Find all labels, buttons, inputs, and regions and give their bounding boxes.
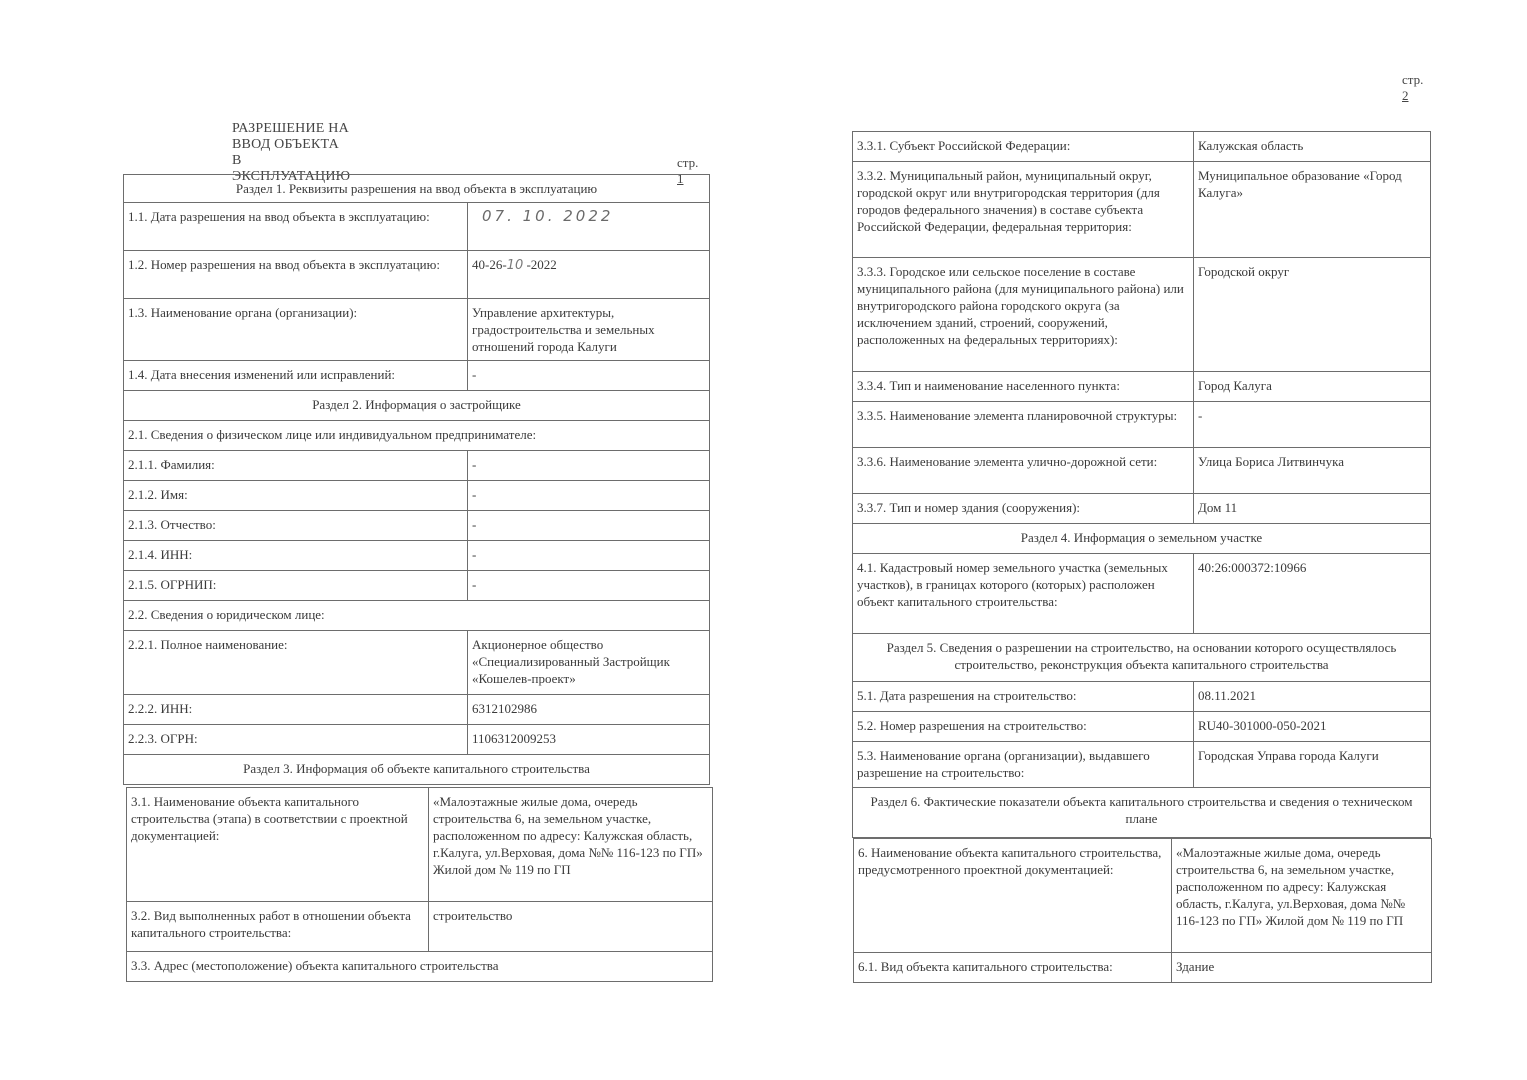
field-label: 3.2. Вид выполненных работ в отношении объекта капитального строительства: — [127, 902, 429, 952]
field-value: - — [468, 511, 710, 541]
field-label: 4.1. Кадастровый номер земельного участка (земельных участков), в границах которого (которых) расположен объект капитального строительства: — [853, 554, 1194, 634]
field-label: 2.1.4. ИНН: — [124, 541, 468, 571]
field-label: 3.3.7. Тип и номер здания (сооружения): — [853, 494, 1194, 524]
page-1-form-table — [123, 174, 710, 785]
field-label: 2.1.2. Имя: — [124, 481, 468, 511]
section-6-header: Раздел 6. Фактические показатели объекта капитального строительства и сведения о техническом плане — [853, 788, 1431, 838]
field-value: - — [468, 481, 710, 511]
field-label: 6.1. Вид объекта капитального строительства: — [854, 953, 1172, 983]
field-value-permit-number: 40-26-10 -2022 — [468, 251, 710, 299]
field-label: 3.3.1. Субъект Российской Федерации: — [853, 132, 1194, 162]
page-number-1: стр. 1 — [677, 155, 699, 186]
field-label: 3.3.4. Тип и наименование населенного пункта: — [853, 372, 1194, 402]
field-value: Управление архитектуры, градостроительства и земельных отношений города Калуги — [468, 299, 710, 361]
field-label: 3.3.5. Наименование элемента планировочной структуры: — [853, 402, 1194, 448]
subsection-address-header: 3.3. Адрес (местоположение) объекта капитального строительства — [127, 952, 713, 982]
section-3-header: Раздел 3. Информация об объекте капитального строительства — [124, 755, 710, 785]
field-label: 2.1.3. Отчество: — [124, 511, 468, 541]
field-value: 08.11.2021 — [1194, 682, 1431, 712]
page-number-2: стр. 2 — [1402, 72, 1424, 103]
subsection-individual-header: 2.1. Сведения о физическом лице или индивидуальном предпринимателе: — [124, 421, 710, 451]
section-4-header: Раздел 4. Информация о земельном участке — [853, 524, 1431, 554]
field-label: 2.2.2. ИНН: — [124, 695, 468, 725]
field-label: 1.1. Дата разрешения на ввод объекта в эксплуатацию: — [124, 203, 468, 251]
field-label: 6. Наименование объекта капитального строительства, предусмотренного проектной документацией: — [854, 839, 1172, 953]
field-value: Акционерное общество «Специализированный Застройщик «Кошелев-проект» — [468, 631, 710, 695]
field-label: 2.1.1. Фамилия: — [124, 451, 468, 481]
field-value: Здание — [1172, 953, 1432, 983]
field-value: Улица Бориса Литвинчука — [1194, 448, 1431, 494]
field-value: - — [468, 541, 710, 571]
field-value: 1106312009253 — [468, 725, 710, 755]
field-value: Городская Управа города Калуги — [1194, 742, 1431, 788]
handwritten-date: 07. 10. 2022 — [482, 207, 614, 225]
field-label: 1.3. Наименование органа (организации): — [124, 299, 468, 361]
field-value-date — [468, 203, 710, 251]
field-label: 2.2.1. Полное наименование: — [124, 631, 468, 695]
subsection-legal-header: 2.2. Сведения о юридическом лице: — [124, 601, 710, 631]
handwritten-number: 10 — [506, 258, 524, 273]
field-value: Муниципальное образование «Город Калуга» — [1194, 162, 1431, 258]
field-value: - — [1194, 402, 1431, 448]
field-value: 40:26:000372:10966 — [1194, 554, 1431, 634]
field-value: RU40-301000-050-2021 — [1194, 712, 1431, 742]
field-label: 5.2. Номер разрешения на строительство: — [853, 712, 1194, 742]
section-1-header: Раздел 1. Реквизиты разрешения на ввод объекта в эксплуатацию — [124, 175, 710, 203]
field-label: 2.1.5. ОГРНИП: — [124, 571, 468, 601]
field-label: 2.2.3. ОГРН: — [124, 725, 468, 755]
field-value: - — [468, 451, 710, 481]
field-value: Город Калуга — [1194, 372, 1431, 402]
page-2-section6-table — [853, 838, 1432, 983]
field-value: Дом 11 — [1194, 494, 1431, 524]
field-label: 3.3.6. Наименование элемента улично-дорожной сети: — [853, 448, 1194, 494]
field-value: «Малоэтажные жилые дома, очередь строительства 6, на земельном участке, расположенном по адресу: Калужская область, г.Калуга, ул.Верховая, дома №№ 116-123 по ГП» Жилой дом № 119 по ГП — [429, 788, 713, 902]
field-value: «Малоэтажные жилые дома, очередь строительства 6, на земельном участке, расположенном по адресу: Калужская область, г.Калуга, ул.Верховая, дома №№ 116-123 по ГП» Жилой дом № 119 по ГП — [1172, 839, 1432, 953]
field-value: Калужская область — [1194, 132, 1431, 162]
field-label: 5.1. Дата разрешения на строительство: — [853, 682, 1194, 712]
field-label: 5.3. Наименование органа (организации), выдавшего разрешение на строительство: — [853, 742, 1194, 788]
field-value: строительство — [429, 902, 713, 952]
field-value: - — [468, 361, 710, 391]
section-2-header: Раздел 2. Информация о застройщике — [124, 391, 710, 421]
field-value: Городской округ — [1194, 258, 1431, 372]
document-title: РАЗРЕШЕНИЕ НА ВВОД ОБЪЕКТА В ЭКСПЛУАТАЦИЮ — [232, 121, 351, 184]
section-5-header: Раздел 5. Сведения о разрешении на строительство, на основании которого осуществлялось строительство, реконструкция объекта капитального строительства — [853, 634, 1431, 682]
field-label: 3.3.3. Городское или сельское поселение в составе муниципального района (для муниципального района) или внутригородского района городского округа (за исключением зданий, строений, сооружений, расположенных на федеральных территориях): — [853, 258, 1194, 372]
field-label: 3.3.2. Муниципальный район, муниципальный округ, городской округ или внутригородская территория (для городов федерального значения) в составе субъекта Российской Федерации, федеральная территория: — [853, 162, 1194, 258]
field-value: 6312102986 — [468, 695, 710, 725]
page-1-form-table-section3 — [126, 787, 713, 982]
field-label: 1.4. Дата внесения изменений или исправлений: — [124, 361, 468, 391]
field-value: - — [468, 571, 710, 601]
field-label: 1.2. Номер разрешения на ввод объекта в эксплуатацию: — [124, 251, 468, 299]
field-label: 3.1. Наименование объекта капитального строительства (этапа) в соответствии с проектной документацией: — [127, 788, 429, 902]
page-2-address-table — [852, 131, 1431, 838]
